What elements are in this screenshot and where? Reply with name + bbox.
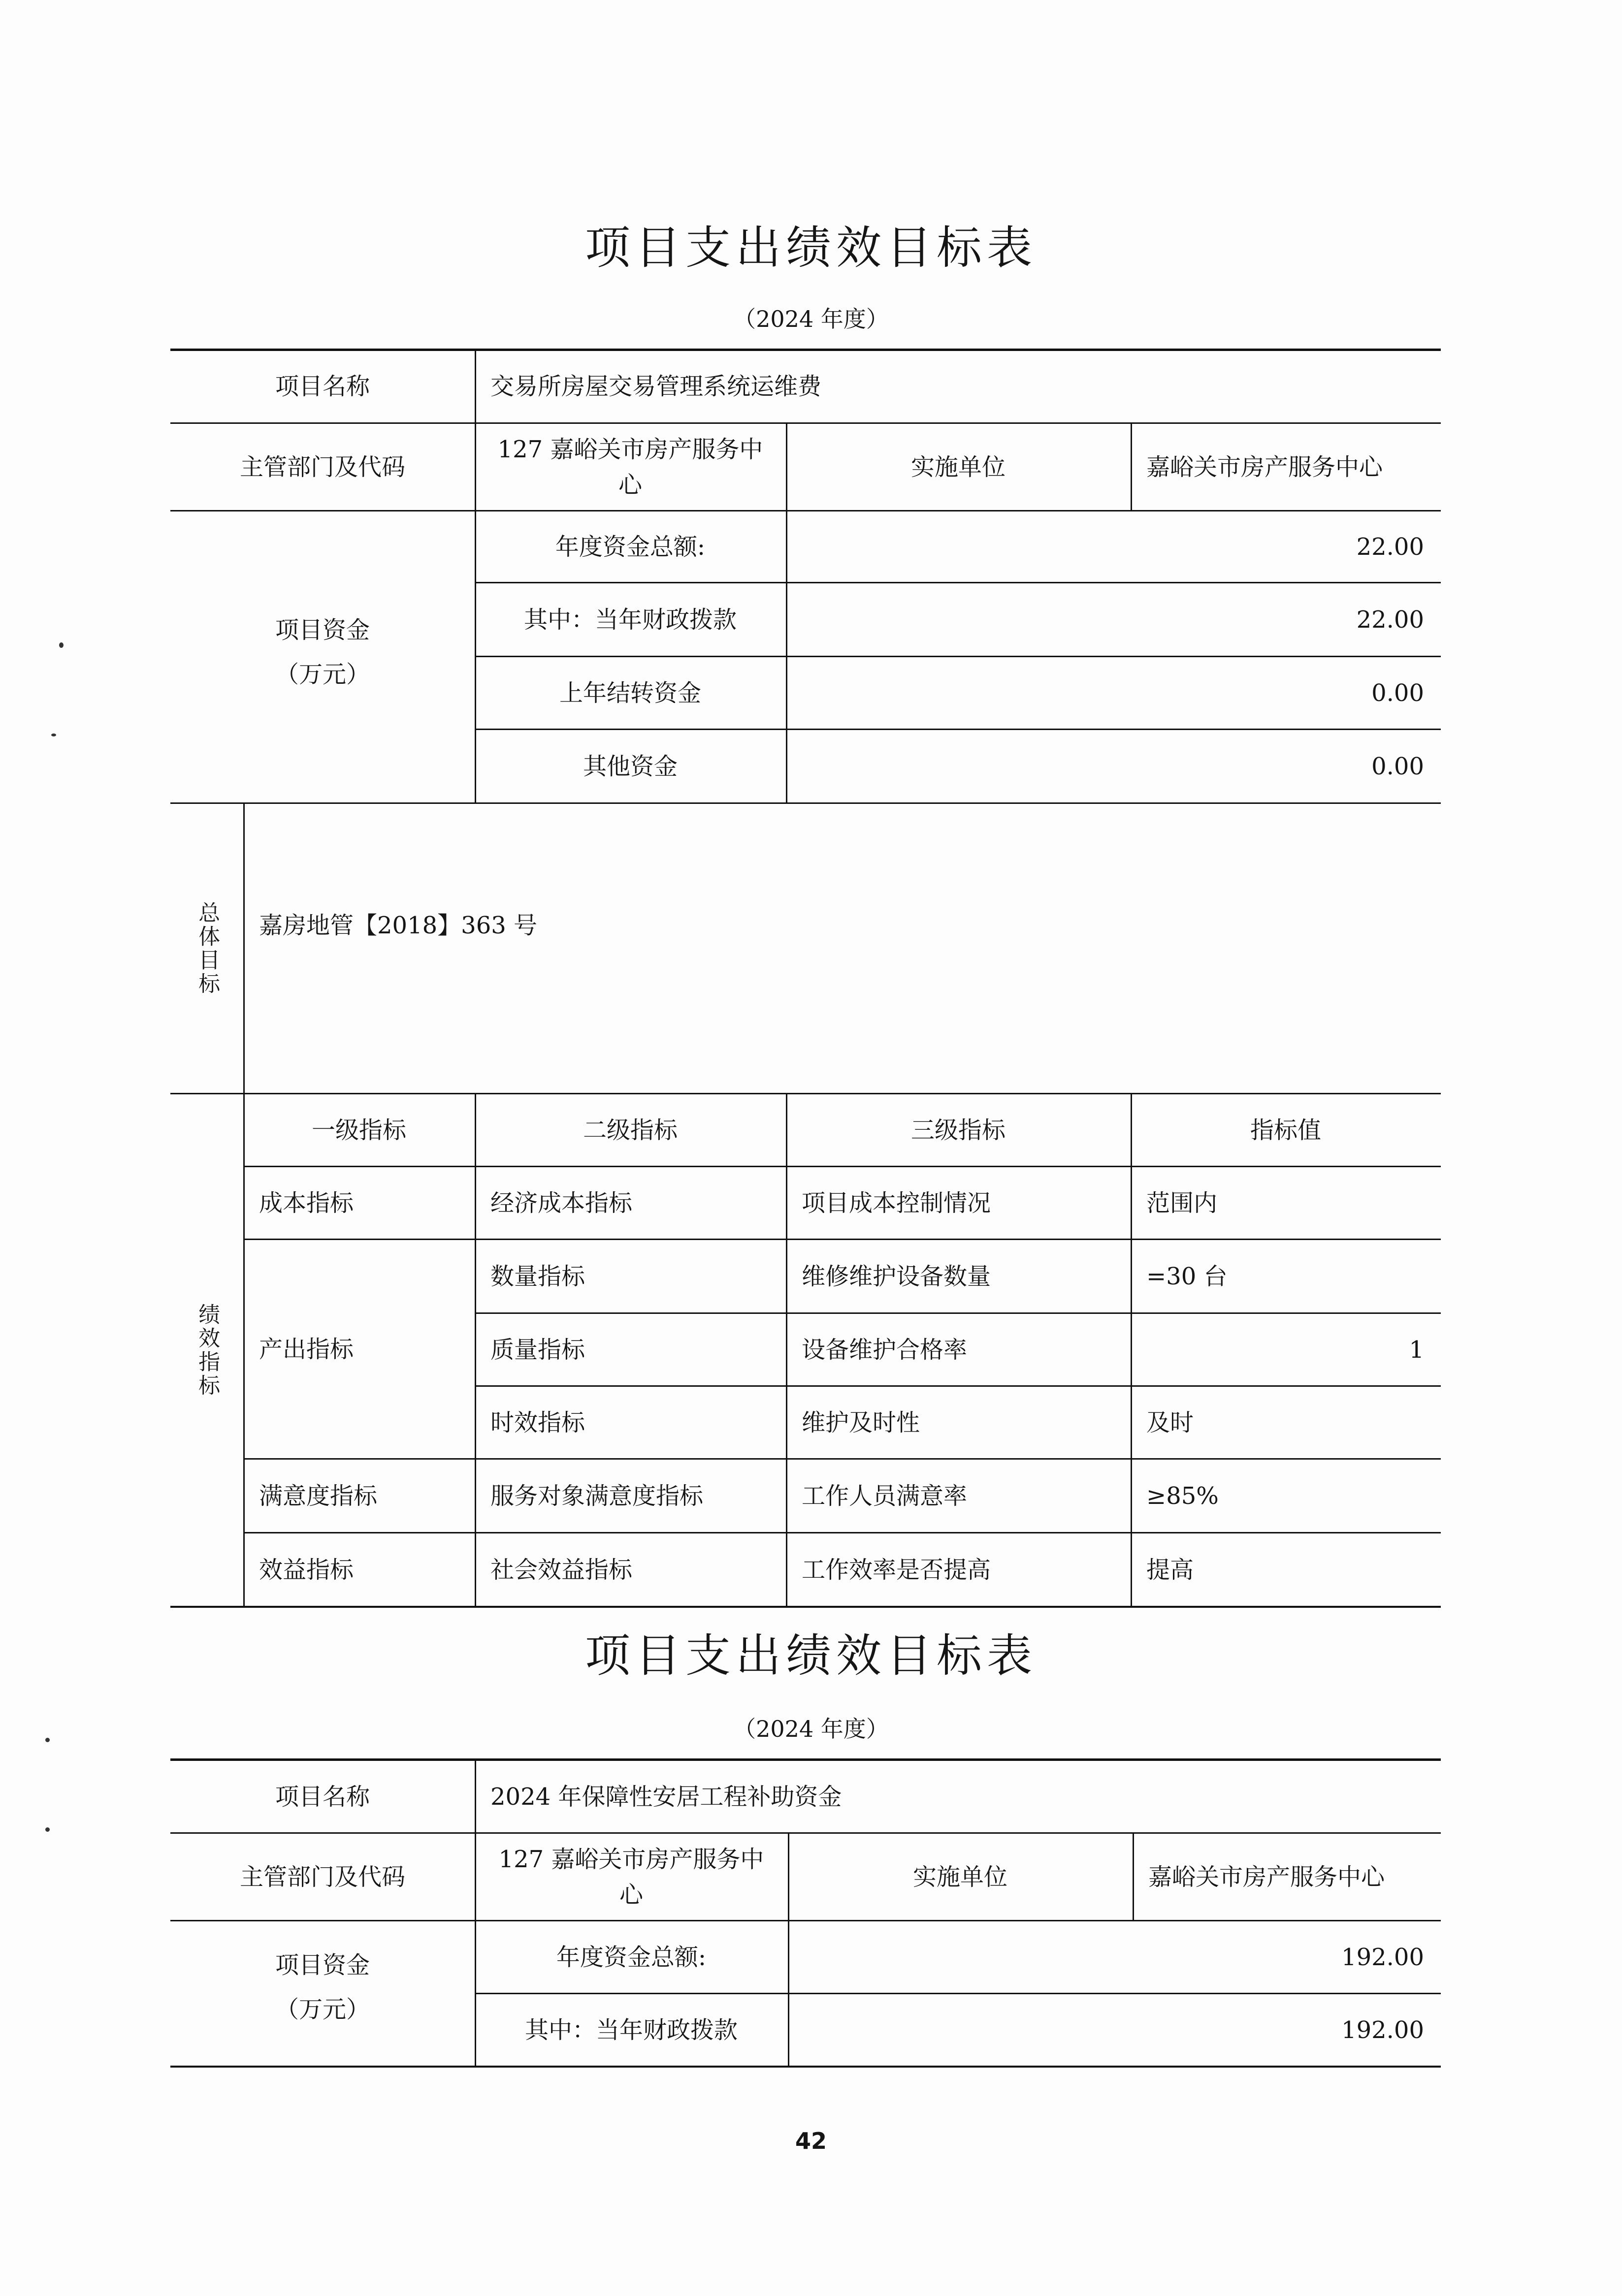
year-label: （2024 年度） (733, 1716, 889, 1742)
fund-row-label: 其他资金 (583, 752, 678, 780)
impl-label: 实施单位 (912, 1863, 1007, 1891)
perf-l3: 维修维护设备数量 (802, 1262, 991, 1290)
project-name-label: 项目名称 (275, 372, 370, 400)
project-name-value: 交易所房屋交易管理系统运维费 (490, 372, 822, 400)
fund-row-label: 其中：当年财政拨款 (523, 606, 737, 634)
perf-l3: 工作效率是否提高 (802, 1556, 991, 1584)
perf-header: 二级指标 (583, 1116, 678, 1144)
perf-l1: 效益指标 (259, 1556, 354, 1584)
scan-speck (45, 1827, 50, 1832)
dept-value: 127 嘉峪关市房产服务中心 (497, 435, 763, 499)
perf-header: 三级指标 (910, 1116, 1006, 1144)
perf-l2: 服务对象满意度指标 (490, 1482, 704, 1510)
perf-indicators-label: 绩效指标 (195, 1303, 220, 1398)
form-title: 项目支出绩效目标表 (584, 222, 1037, 274)
fund-row-value: 192.00 (1341, 2016, 1424, 2044)
overall-goal-label: 总体目标 (195, 901, 220, 996)
funds-label: 项目资金 (275, 616, 370, 644)
perf-value: 提高 (1146, 1556, 1194, 1584)
perf-header: 一级指标 (311, 1116, 406, 1144)
perf-value: ≥85% (1146, 1482, 1219, 1510)
perf-l1: 产出指标 (259, 1335, 354, 1363)
perf-l2: 数量指标 (490, 1262, 585, 1290)
fund-row-value: 22.00 (1356, 533, 1424, 561)
scan-speck (51, 733, 56, 736)
fund-row-label: 上年结转资金 (559, 679, 701, 707)
perf-l3: 工作人员满意率 (802, 1482, 968, 1510)
fund-row-value: 0.00 (1371, 679, 1424, 707)
perf-l3: 设备维护合格率 (802, 1336, 968, 1364)
year-label: （2024 年度） (733, 306, 889, 332)
funds-unit: （万元） (275, 661, 370, 688)
perf-l1: 成本指标 (259, 1189, 354, 1217)
perf-value: 及时 (1146, 1408, 1194, 1436)
perf-l2: 经济成本指标 (490, 1189, 633, 1217)
funds-label: 项目资金 (275, 1951, 370, 1979)
impl-label: 实施单位 (910, 453, 1006, 481)
perf-l2: 质量指标 (490, 1336, 585, 1364)
perf-l1: 满意度指标 (259, 1482, 378, 1510)
perf-value: =30 台 (1146, 1262, 1228, 1290)
perf-l3: 维护及时性 (802, 1408, 920, 1436)
perf-header: 指标值 (1250, 1116, 1321, 1144)
fund-row-value: 22.00 (1356, 606, 1424, 634)
dept-label: 主管部门及代码 (239, 453, 405, 481)
perf-value: 范围内 (1146, 1189, 1218, 1217)
scan-speck (59, 642, 64, 648)
project-name-value: 2024 年保障性安居工程补助资金 (490, 1783, 842, 1811)
perf-l2: 时效指标 (490, 1408, 585, 1436)
project-name-label: 项目名称 (275, 1783, 370, 1811)
perf-l3: 项目成本控制情况 (802, 1189, 991, 1217)
form-title: 项目支出绩效目标表 (584, 1629, 1037, 1682)
dept-value: 127 嘉峪关市房产服务中心 (498, 1845, 764, 1909)
funds-unit: （万元） (275, 1996, 370, 2023)
overall-goal-text: 嘉房地管【2018】363 号 (259, 912, 538, 939)
impl-value: 嘉峪关市房产服务中心 (1148, 1863, 1385, 1891)
fund-row-value: 192.00 (1341, 1943, 1424, 1971)
page-number: 42 (795, 2128, 827, 2154)
dept-label: 主管部门及代码 (239, 1863, 405, 1891)
perf-l2: 社会效益指标 (490, 1556, 633, 1584)
fund-row-label: 其中：当年财政拨款 (524, 2016, 738, 2044)
fund-row-label: 年度资金总额: (555, 533, 706, 561)
perf-value: 1 (1409, 1336, 1424, 1364)
impl-value: 嘉峪关市房产服务中心 (1146, 453, 1383, 481)
scan-speck (45, 1738, 50, 1742)
fund-row-label: 年度资金总额: (556, 1943, 707, 1971)
fund-row-value: 0.00 (1371, 752, 1424, 780)
